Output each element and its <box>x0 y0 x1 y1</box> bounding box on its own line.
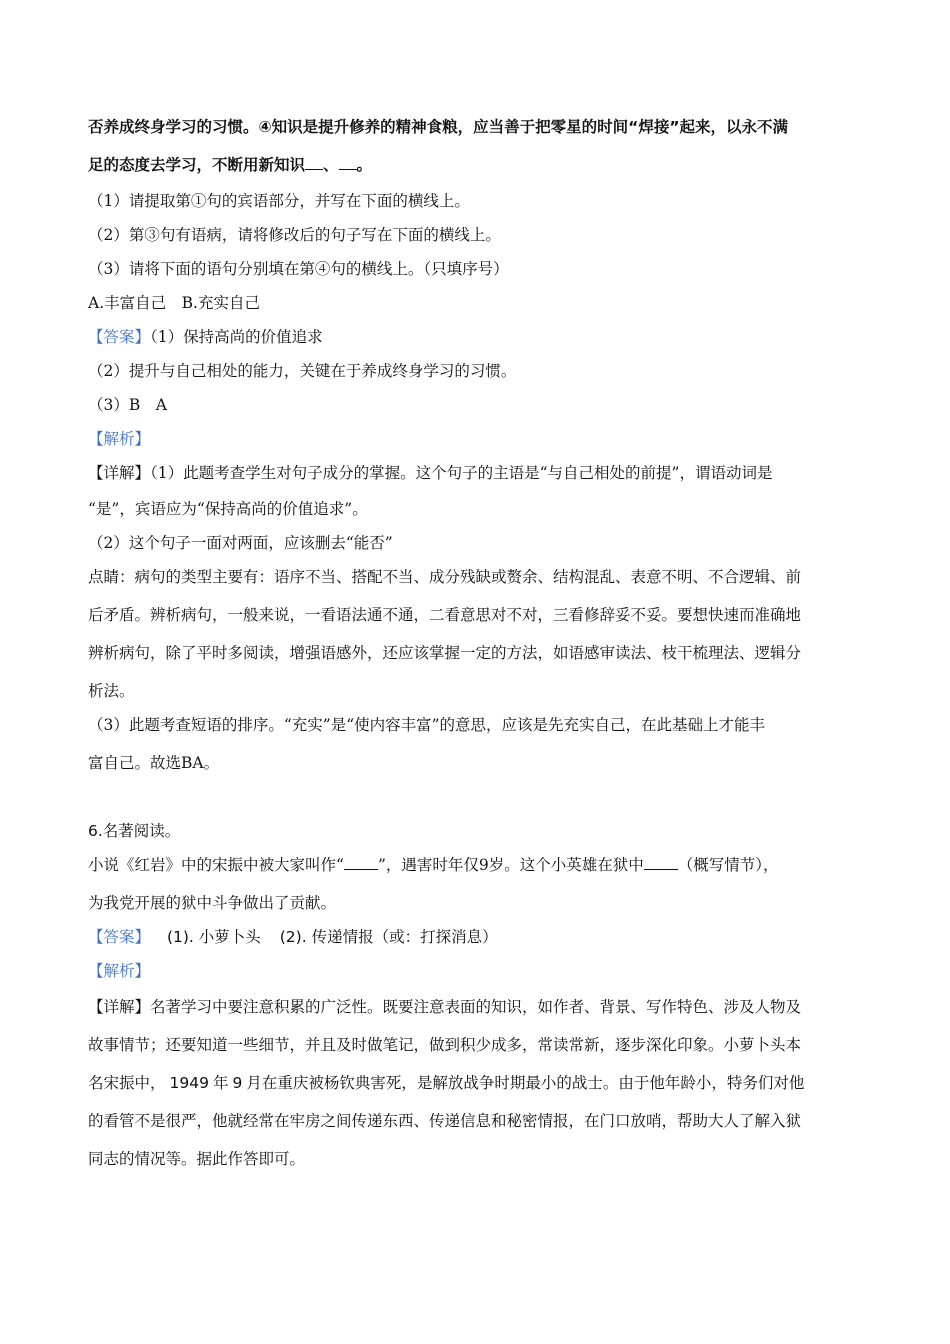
stem-period: 。 <box>356 156 373 174</box>
blank-separator: 、 <box>323 156 339 174</box>
q5-tip-line-4: 析法。 <box>88 682 135 700</box>
q6-detail-line-1 <box>88 996 868 1018</box>
q5-answer-3: （3）B A <box>88 396 167 414</box>
q6-stem-part-c: （概写情节）， <box>677 856 779 874</box>
q5-stem-line-2 <box>88 154 868 176</box>
q5-tip-line-3: 辨析病句，除了平时多阅读，增强语感外，还应该掌握一定的方法，如语感审读法、枝干梳理法、逻辑分 <box>88 644 802 662</box>
answer-tag: 【答案】 <box>88 928 151 946</box>
q5-detail-1-line-2: “是”，宾语应为“保持高尚的价值追求”。 <box>88 500 368 518</box>
q6-stem-part-b: ”，遇害时年仅9岁。这个小英雄在狱中 <box>377 856 644 874</box>
detail-text: 名宋振中， <box>88 1074 166 1092</box>
q5-answer-2: （2）提升与自己相处的能力，关键在于养成终身学习的习惯。 <box>88 362 517 380</box>
q5-detail-2: （2）这个句子一面对两面，应该删去“能否” <box>88 534 393 552</box>
q5-sub-question-2: （2）第③句有语病，请将修改后的句子写在下面的横线上。 <box>88 226 501 244</box>
q5-stem-line-2-text: 足的态度去学习，不断用新知识 <box>88 156 306 174</box>
answer-text: （1）保持高尚的价值追求 <box>150 328 323 346</box>
q6-stem-line-2: 为我党开展的狱中斗争做出了贡献。 <box>88 894 337 912</box>
q6-detail-line-3 <box>88 1072 868 1094</box>
answer-number-2: (2). <box>279 928 307 946</box>
q5-detail-1-line-1 <box>88 462 868 484</box>
q5-answer-1 <box>88 326 868 348</box>
q6-detail-line-5: 同志的情况等。据此作答即可。 <box>88 1150 306 1168</box>
month-number: 9 <box>232 1074 243 1092</box>
detail-tag: 【详解】 <box>88 464 151 482</box>
q6-detail-line-2: 故事情节；还要知道一些细节，并且及时做笔记，做到积少成多，常读常新，逐步深化印象。小萝卜头本 <box>88 1036 802 1054</box>
q5-tip-line-2: 后矛盾。辨析病句，一般来说，一看语法通不通，二看意思对不对，三看修辞妥不妥。要想快速而准确地 <box>88 606 802 624</box>
answer-blank <box>644 855 678 870</box>
detail-tag: 【详解】 <box>88 998 151 1016</box>
q5-sub-question-1: （1）请提取第①句的宾语部分，并写在下面的横线上。 <box>88 192 470 210</box>
detail-text: （1）此题考查学生对句子成分的掌握。这个句子的主语是“与自己相处的前提”，谓语动词是 <box>150 464 773 482</box>
q6-analysis-tag: 【解析】 <box>88 962 151 980</box>
q5-stem-line-1: 否养成终身学习的习惯。④知识是提升修养的精神食粮，应当善于把零星的时间“焊接”起来，以永不满 <box>88 118 789 136</box>
q6-detail-line-4: 的看管不是很严，他就经常在牢房之间传递东西、传递信息和秘密情报，在门口放哨，帮助大人了解入狱 <box>88 1112 802 1130</box>
answer-text-2: 传递情报（或：打探消息） <box>311 928 498 946</box>
q5-detail-3-line-2: 富自己。故选BA。 <box>88 754 220 772</box>
q5-analysis-tag: 【解析】 <box>88 430 151 448</box>
answer-text-1: 小萝卜头 <box>198 928 261 946</box>
q5-tip-line-1: 点睛：病句的类型主要有：语序不当、搭配不当、成分残缺或赘余、结构混乱、表意不明、不合逻辑、前 <box>88 568 802 586</box>
q5-options: A.丰富自己 B.充实自己 <box>88 294 260 312</box>
answer-tag: 【答案】 <box>88 328 151 346</box>
q6-answer <box>88 926 868 948</box>
year-number: 1949 <box>169 1074 209 1092</box>
answer-blank <box>344 855 378 870</box>
q6-title: 6.名著阅读。 <box>88 822 181 840</box>
detail-text: 年 <box>212 1074 229 1092</box>
q6-stem-line-1 <box>88 854 868 876</box>
answer-number-1: (1). <box>166 928 194 946</box>
q5-sub-question-3: （3）请将下面的语句分别填在第④句的横线上。（只填序号） <box>88 260 509 278</box>
q6-stem-part-a: 小说《红岩》中的宋振中被大家叫作“ <box>88 856 344 874</box>
answer-blank <box>305 155 323 170</box>
detail-text: 月在重庆被杨钦典害死，是解放战争时期最小的战士。由于他年龄小，特务们对他 <box>246 1074 805 1092</box>
answer-blank <box>339 155 357 170</box>
q5-detail-3-line-1: （3）此题考查短语的排序。“充实”是“使内容丰富”的意思，应该是先充实自己，在此基础上才能丰 <box>88 716 766 734</box>
detail-text: 名著学习中要注意积累的广泛性。既要注意表面的知识，如作者、背景、写作特色、涉及人物及 <box>150 998 802 1016</box>
